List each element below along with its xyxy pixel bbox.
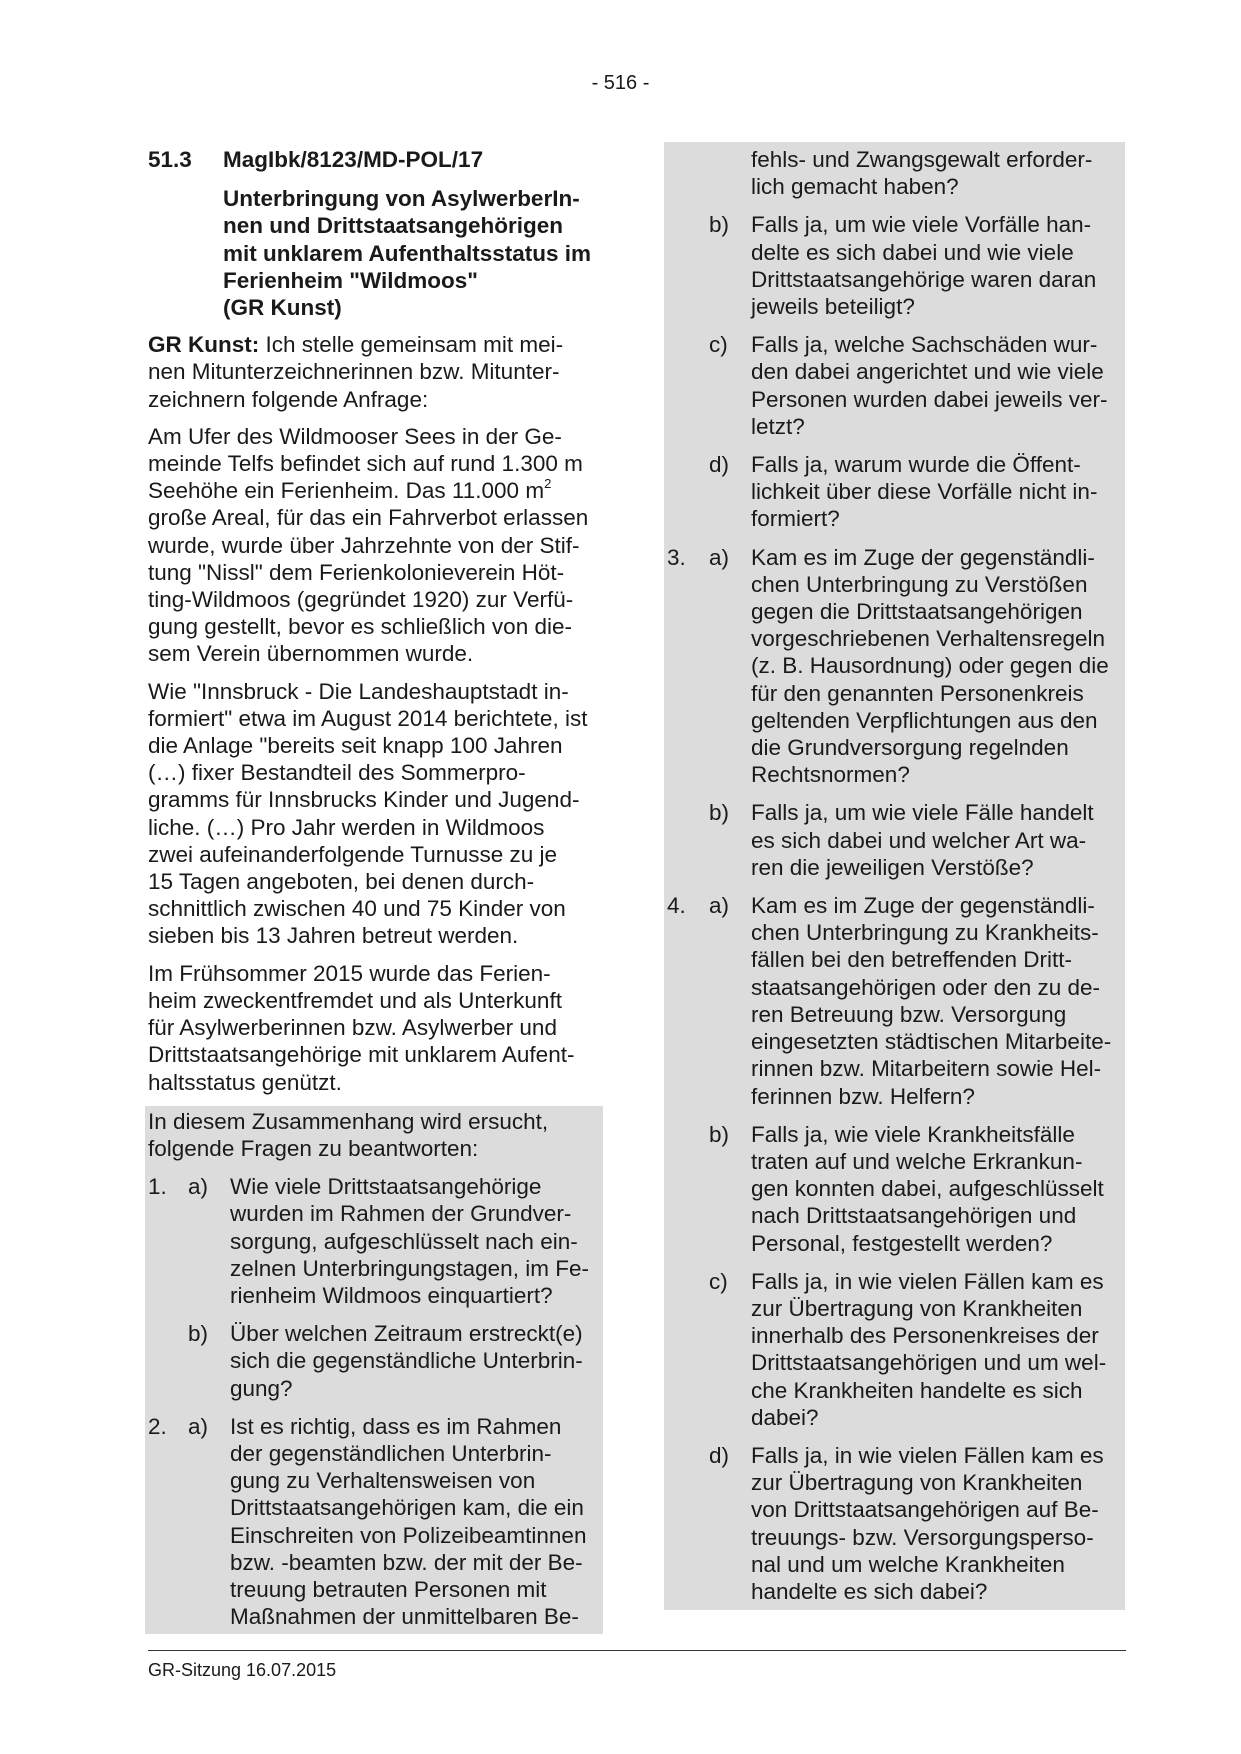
text-line: zwei aufeinanderfolgende Turnusse zu je (148, 841, 558, 867)
question-text: Kam es im Zuge der gegenständli- chen Unterbringung zu Krankheits- fällen bei den betreffenden Dritt- staatsangehörigen oder den zu de- ren Betreuung bzw. Versorgung eingesetzten städtischen Mitarbeite- rinnen bzw. Mitarbeitern sowie Hel- ferinnen bzw. Helfern? (751, 893, 1112, 1109)
text-line: (…) fixer Bestandteil des Sommerpro- (148, 760, 526, 786)
question-number (667, 1442, 709, 1605)
question-letter: b) (709, 1121, 730, 1147)
paragraph-summer (148, 960, 603, 1096)
speaker-label: GR Kunst: (148, 332, 260, 358)
question-number (667, 1121, 709, 1257)
agenda-title (223, 185, 603, 321)
title-line: Unterbringung von AsylwerberIn- (223, 186, 580, 212)
intro-first-line: GR Kunst: Ich stelle gemeinsam mit mei- (148, 332, 564, 358)
question-letter: c) (709, 1268, 728, 1294)
text-line: ting-Wildmoos (gegründet 1920) zur Verfü- (148, 587, 574, 613)
question-letter: a) (188, 1413, 209, 1439)
question-item (148, 1320, 599, 1402)
text-line: schnittlich zwischen 40 und 75 Kinder von (148, 896, 566, 922)
questions-box-right (664, 142, 1125, 1610)
question-number (667, 451, 709, 533)
question-text: Über welchen Zeitraum erstreckt(e) sich die gegenständliche Unterbrin- gung? (230, 1321, 583, 1401)
question-number (667, 331, 709, 440)
title-line: Ferienheim "Wildmoos" (223, 267, 478, 293)
text-line: gramms für Innsbrucks Kinder und Jugend- (148, 787, 580, 813)
question-continuation (667, 146, 1120, 200)
question-letter: b) (709, 212, 730, 238)
question-number (667, 799, 709, 881)
text-line: große Areal, für das ein Fahrverbot erlassen (148, 505, 589, 531)
intro-paragraph (148, 331, 603, 413)
question-letter: a) (709, 544, 730, 570)
request-paragraph (148, 1108, 599, 1162)
text-line: Im Frühsommer 2015 wurde das Ferien- (148, 960, 551, 986)
text-line: heim zweckentfremdet und als Unterkunft (148, 987, 562, 1013)
text-line: 15 Tagen angeboten, bei denen durch- (148, 869, 535, 895)
text-line: fehls- und Zwangsgewalt erforder- (751, 147, 1093, 172)
page-number: - 516 - (591, 72, 650, 94)
questions-box-left (145, 1106, 603, 1635)
question-item (667, 451, 1120, 533)
title-line: (GR Kunst) (223, 295, 342, 321)
question-number: 2. (148, 1413, 167, 1439)
text-line: lich gemacht haben? (751, 174, 959, 200)
text-line: folgende Fragen zu beantworten: (148, 1135, 479, 1161)
question-number: 3. (667, 544, 686, 570)
text-line: tung "Nissl" dem Ferienkolonieverein Höt- (148, 559, 565, 585)
text-line: Seehöhe ein Ferienheim. Das 11.000 $m^2$ (148, 476, 552, 504)
question-text: Falls ja, welche Sachschäden wur- den dabei angerichtet und wie viele Personen wurden dabei jeweils ver- letzt? (751, 332, 1108, 439)
text-line: Drittstaatsangehörige mit unklarem Aufent- (148, 1042, 575, 1068)
title-line: mit unklarem Aufenthaltsstatus im (223, 240, 591, 266)
question-text: Falls ja, um wie viele Vorfälle han- delte es sich dabei und wie viele Drittstaatsangehörige waren daran jeweils beteiligt? (751, 212, 1097, 320)
text-line: wurde, wurde über Jahrzehnte von der Stif- (148, 532, 580, 558)
question-item (667, 1121, 1120, 1257)
question-number: 1. (148, 1174, 167, 1200)
question-letter: c) (709, 332, 728, 358)
footer-text: GR-Sitzung 16.07.2015 (148, 1660, 337, 1680)
question-text: Falls ja, in wie vielen Fällen kam es zur Übertragung von Krankheiten von Drittstaatsangehörigen auf Be- treuungs- bzw. Versorgungsperso- nal und um welche Krankheiten handelte es sich dabei? (751, 1442, 1104, 1604)
question-item (667, 799, 1120, 881)
left-column (148, 146, 603, 1634)
question-item (667, 892, 1120, 1110)
question-letter: d) (709, 1442, 730, 1468)
question-text: Falls ja, in wie vielen Fällen kam es zur Übertragung von Krankheiten innerhalb des Personenkreises der Drittstaatsangehörigen und um wel- che Krankheiten handelte es sich dabei? (751, 1268, 1107, 1430)
question-number (667, 1268, 709, 1431)
text-line: gung gestellt, bevor es schließlich von die- (148, 614, 572, 640)
question-letter: d) (709, 452, 730, 478)
question-letter: a) (709, 893, 730, 919)
text-line: haltsstatus genützt. (148, 1069, 342, 1095)
text-line: sieben bis 13 Jahren betreut werden. (148, 923, 519, 949)
question-item (148, 1173, 599, 1309)
question-text: Falls ja, warum wurde die Öffent- lichkeit über diese Vorfälle nicht in- formiert? (751, 452, 1098, 532)
right-column (667, 146, 1125, 1610)
question-letter: a) (188, 1174, 209, 1200)
text-line: die Anlage "bereits seit knapp 100 Jahren (148, 733, 563, 759)
question-list-right (667, 211, 1120, 1605)
question-number: 4. (667, 893, 686, 919)
question-item (667, 1442, 1120, 1605)
question-item (667, 211, 1120, 320)
superscript: 2 (544, 476, 552, 492)
question-text: Falls ja, wie viele Krankheitsfälle traten auf und welche Erkrankun- gen konnten dabei, aufgeschlüsselt nach Drittstaatsangehörigen und Personal, festgestellt werden? (751, 1121, 1104, 1256)
text-line: sem Verein übernommen wurde. (148, 641, 474, 667)
paragraph-quote (148, 678, 603, 950)
question-text: Ist es richtig, dass es im Rahmen der gegenständlichen Unterbrin- gung zu Verhaltensweisen von Drittstaatsangehörigen kam, die ein Einschreiten von Polizeibeamtinnen bzw. -beamten bzw. der mit der Be- treuung betrauten Personen mit Maßnahmen der unmittelbaren Be- (230, 1413, 587, 1630)
footer-divider (148, 1650, 1126, 1651)
text-line: für Asylwerberinnen bzw. Asylwerber und (148, 1015, 557, 1041)
question-letter: b) (709, 800, 730, 826)
text-line: Wie "Innsbruck - Die Landeshauptstadt in- (148, 678, 569, 704)
agenda-code: MagIbk/8123/MD-POL/17 (223, 147, 484, 172)
text-line: liche. (…) Pro Jahr werden in Wildmoos (148, 814, 545, 840)
title-line: nen und Drittstaatsangehörigen (223, 213, 564, 239)
question-item (667, 1268, 1120, 1431)
text-line: In diesem Zusammenhang wird ersucht, (148, 1108, 549, 1134)
question-text: Kam es im Zuge der gegenständli- chen Unterbringung zu Verstößen gegen die Drittstaatsangehörigen vorgeschriebenen Verhaltensregeln (z. B. Hausordnung) oder gegen die für den genannten Personenkreis geltenden Verpflichtungen aus den die Grundversorgung regelnden Rechtsnormen? (751, 544, 1109, 788)
question-list-left (148, 1173, 599, 1630)
agenda-number: 51.3 (148, 147, 192, 172)
question-letter: b) (188, 1321, 209, 1347)
question-number (148, 1320, 188, 1402)
text-line: formiert" etwa im August 2014 berichtete, ist (148, 705, 588, 731)
question-item (148, 1413, 599, 1631)
text-line: nen Mitunterzeichnerinnen bzw. Mitunter- (148, 359, 560, 385)
text-line: meinde Telfs befindet sich auf rund 1.300 m (148, 451, 583, 477)
agenda-header (148, 146, 603, 321)
text-line: Am Ufer des Wildmooser Sees in der Ge- (148, 423, 562, 449)
question-number (667, 211, 709, 320)
question-item (667, 544, 1120, 789)
paragraph-location (148, 423, 603, 668)
question-text: Wie viele Drittstaatsangehörige wurden im Rahmen der Grundver- sorgung, aufgeschlüsselt nach ein- zelnen Unterbringungstagen, im Fe- rienheim Wildmoos einquartiert? (230, 1174, 589, 1308)
question-text: Falls ja, um wie viele Fälle handelt es sich dabei und welcher Art wa- ren die jeweiligen Verstöße? (751, 800, 1094, 880)
question-item (667, 331, 1120, 440)
text-line: zeichnern folgende Anfrage: (148, 386, 429, 412)
